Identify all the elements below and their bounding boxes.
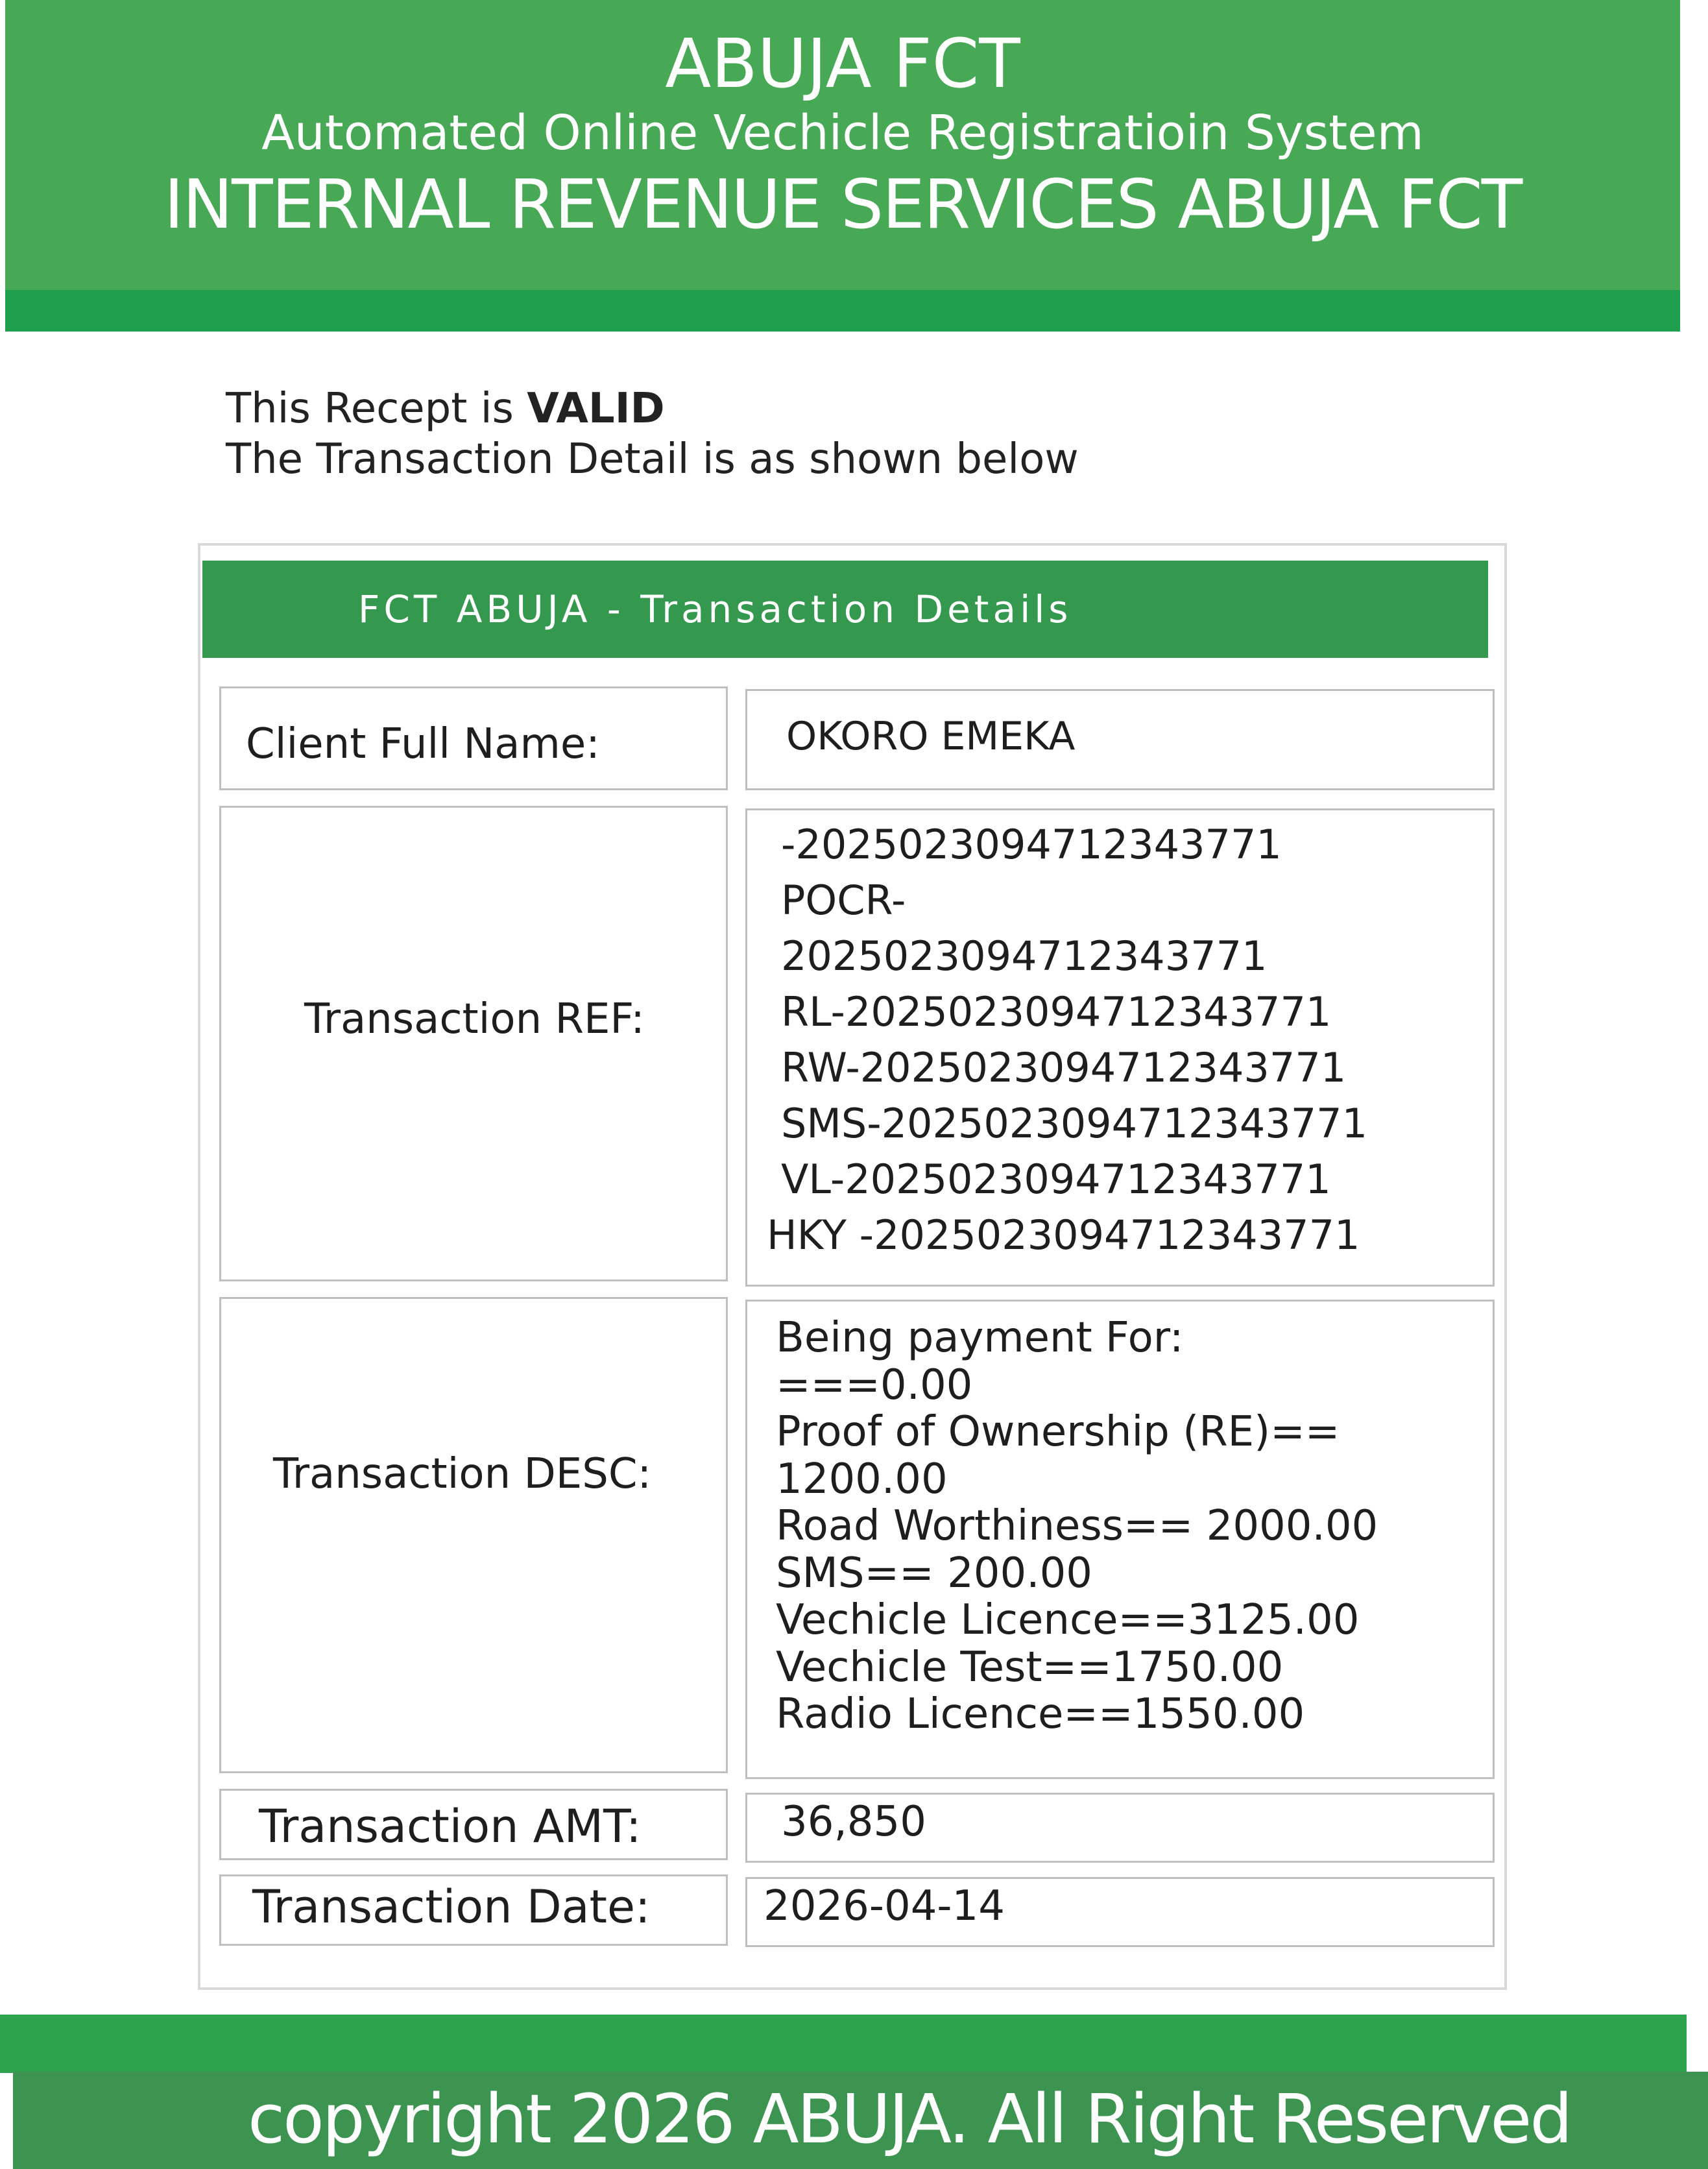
footer-band [0, 2015, 1687, 2073]
validity-prefix: This Recept is [226, 385, 527, 433]
detail-statement: The Transaction Detail is as shown below [226, 435, 1079, 483]
transaction-amt-value: 36,850 [781, 1798, 926, 1846]
footer-copyright: copyright 2026 ABUJA. All Right Reserved [248, 2079, 1571, 2159]
page-footer [13, 2072, 1708, 2169]
transaction-date-value: 2026-04-14 [764, 1882, 1005, 1930]
transaction-desc-item: Radio Licence==1550.00 [776, 1690, 1305, 1738]
transaction-ref-label-cell [219, 806, 728, 1281]
client-name-label: Client Full Name: [246, 720, 600, 768]
transaction-amt-value-cell [745, 1793, 1495, 1863]
transaction-desc-item: Vechicle Test==1750.00 [776, 1643, 1284, 1691]
transaction-date-label: Transaction Date: [252, 1880, 651, 1933]
client-name-value: OKORO EMEKA [786, 714, 1076, 759]
transaction-ref-item: RW-2025023094712343771 [781, 1044, 1347, 1091]
header-subtitle: Automated Online Vechicle Registratioin System [261, 105, 1424, 161]
transaction-desc-list [776, 1315, 1378, 1738]
transaction-date-value-cell [745, 1877, 1495, 1947]
transaction-desc-item: SMS== 200.00 [776, 1549, 1092, 1597]
transaction-amt-label-cell [219, 1789, 728, 1860]
transaction-desc-value-cell [745, 1300, 1495, 1779]
transaction-date-label-cell [219, 1874, 728, 1946]
card-title: FCT ABUJA - Transaction Details [358, 587, 1072, 631]
transaction-desc-item: Road Worthiness== 2000.00 [776, 1502, 1378, 1550]
transaction-ref-item: 2025023094712343771 [781, 932, 1268, 980]
transaction-ref-item: VL-2025023094712343771 [781, 1156, 1331, 1203]
transaction-ref-value-cell [745, 808, 1495, 1287]
transaction-desc-item: ===0.00 [776, 1361, 973, 1409]
transaction-desc-item: Proof of Ownership (RE)== [776, 1408, 1340, 1456]
transaction-ref-list [767, 817, 1368, 1263]
transaction-ref-item: -2025023094712343771 [781, 821, 1282, 868]
transaction-ref-item: RL-2025023094712343771 [781, 988, 1332, 1036]
page-header [5, 0, 1680, 290]
header-title: ABUJA FCT [665, 24, 1020, 103]
transaction-desc-item: Vechicle Licence==3125.00 [776, 1596, 1360, 1644]
transaction-ref-item: POCR- [781, 877, 906, 924]
transaction-desc-label: Transaction DESC: [273, 1450, 652, 1498]
transaction-ref-item: HKY -2025023094712343771 [767, 1211, 1360, 1259]
transaction-ref-item: SMS-2025023094712343771 [781, 1100, 1368, 1147]
client-name-label-cell [219, 686, 728, 790]
validity-status: VALID [527, 385, 665, 433]
header-band [5, 290, 1680, 332]
transaction-desc-label-cell [219, 1297, 728, 1773]
transaction-desc-item: 1200.00 [776, 1455, 948, 1503]
header-organization: INTERNAL REVENUE SERVICES ABUJA FCT [163, 165, 1522, 244]
transaction-desc-item: Being payment For: [776, 1314, 1184, 1362]
card-header [202, 561, 1488, 658]
transaction-amt-label: Transaction AMT: [259, 1800, 642, 1853]
validity-statement [226, 384, 665, 433]
client-name-value-cell [745, 689, 1495, 790]
transaction-ref-label: Transaction REF: [304, 995, 645, 1043]
